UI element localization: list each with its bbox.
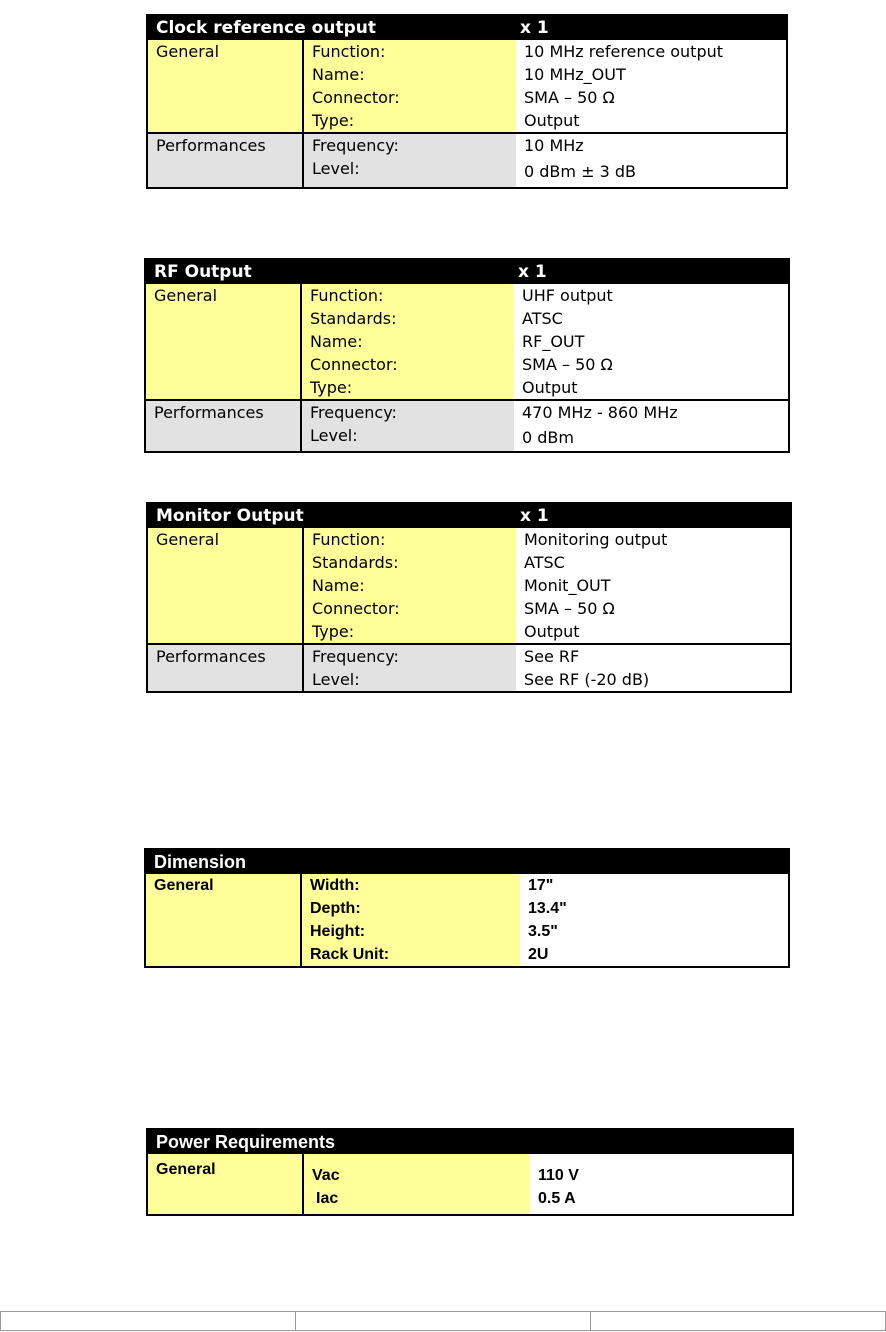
row-value: 0 dBm	[522, 428, 574, 447]
row-label: Function:	[310, 286, 384, 305]
row-value: 2U	[528, 946, 549, 963]
row-value: 10 MHz reference output	[524, 42, 724, 61]
row-label: Function:	[312, 42, 386, 61]
row-value: 0 dBm ± 3 dB	[524, 162, 636, 181]
row-label: Frequency:	[312, 136, 399, 155]
power-requirements-table	[146, 1128, 794, 1216]
row-value: SMA – 50 Ω	[522, 355, 613, 374]
table-quantity: x 1	[520, 506, 549, 526]
section-name: General	[154, 286, 218, 305]
monitor-output-table	[146, 502, 792, 693]
row-value: 10 MHz	[524, 136, 584, 155]
row-value: Output	[524, 111, 580, 130]
row-label: Name:	[312, 65, 365, 84]
row-value: Output	[522, 378, 578, 397]
row-label: Name:	[310, 332, 363, 351]
section-performances	[146, 399, 788, 451]
row-label: Function:	[312, 530, 386, 549]
table-title: Clock reference output	[156, 18, 376, 38]
table-header	[148, 1130, 792, 1154]
table-header	[146, 260, 788, 284]
page-footer	[0, 1311, 886, 1331]
row-label: Type:	[312, 622, 355, 641]
rf-output-table	[144, 258, 790, 453]
row-value: ATSC	[522, 309, 563, 328]
section-general	[148, 40, 786, 132]
row-label: Frequency:	[312, 647, 399, 666]
table-quantity: x 1	[520, 18, 549, 38]
section-general	[148, 528, 790, 643]
row-label: Level:	[312, 159, 360, 178]
row-label: Frequency:	[310, 403, 397, 422]
dimension-table	[144, 848, 790, 968]
section-name: General	[154, 877, 214, 894]
section-name: General	[156, 530, 220, 549]
row-label: Level:	[310, 426, 358, 445]
row-value: Output	[524, 622, 580, 641]
clock-reference-output-table	[146, 14, 788, 189]
row-label: Rack Unit:	[310, 946, 390, 963]
section-performances	[148, 643, 790, 691]
row-value: Monit_OUT	[524, 576, 611, 595]
section-name: Performances	[156, 647, 266, 666]
row-value: 10 MHz_OUT	[524, 65, 626, 84]
row-value: SMA – 50 Ω	[524, 599, 615, 618]
row-label: Name:	[312, 576, 365, 595]
row-label: Depth:	[310, 900, 361, 917]
section-name: Performances	[154, 403, 264, 422]
row-label: Level:	[312, 670, 360, 689]
section-name: Performances	[156, 136, 266, 155]
table-title: Dimension	[154, 852, 247, 872]
row-value: 0.5 A	[538, 1190, 576, 1207]
row-label: Width:	[310, 877, 360, 894]
row-label: Connector:	[310, 355, 398, 374]
section-performances	[148, 132, 786, 187]
row-label: Standards:	[312, 553, 399, 572]
row-value: UHF output	[522, 286, 613, 305]
row-value: 13.4"	[528, 900, 567, 917]
table-quantity: x 1	[518, 262, 547, 282]
section-general	[148, 1154, 792, 1214]
row-value: See RF	[524, 647, 580, 666]
row-label: Vac	[312, 1167, 340, 1184]
row-label: Height:	[310, 923, 366, 940]
row-label: Type:	[312, 111, 355, 130]
row-value: ATSC	[524, 553, 565, 572]
row-label: Type:	[310, 378, 353, 397]
row-label: Connector:	[312, 88, 400, 107]
footer-cell	[296, 1312, 591, 1330]
section-general	[146, 874, 788, 966]
row-value: RF_OUT	[522, 332, 585, 351]
row-value: 470 MHz - 860 MHz	[522, 403, 678, 422]
table-title: RF Output	[154, 262, 252, 282]
row-value: SMA – 50 Ω	[524, 88, 615, 107]
section-name: General	[156, 42, 220, 61]
table-title: Power Requirements	[156, 1132, 336, 1152]
section-name: General	[156, 1161, 216, 1178]
row-value: See RF (-20 dB)	[524, 670, 650, 689]
footer-cell	[1, 1312, 296, 1330]
row-value: 17"	[528, 877, 554, 894]
row-label: Connector:	[312, 599, 400, 618]
table-header	[146, 850, 788, 874]
footer-cell	[591, 1312, 885, 1330]
table-title: Monitor Output	[156, 506, 304, 526]
table-header	[148, 504, 790, 528]
row-label: Standards:	[310, 309, 397, 328]
row-value: Monitoring output	[524, 530, 668, 549]
row-value: 110 V	[538, 1167, 579, 1184]
row-label: Iac	[316, 1190, 339, 1207]
section-general	[146, 284, 788, 399]
table-header	[148, 16, 786, 40]
row-value: 3.5"	[528, 923, 558, 940]
